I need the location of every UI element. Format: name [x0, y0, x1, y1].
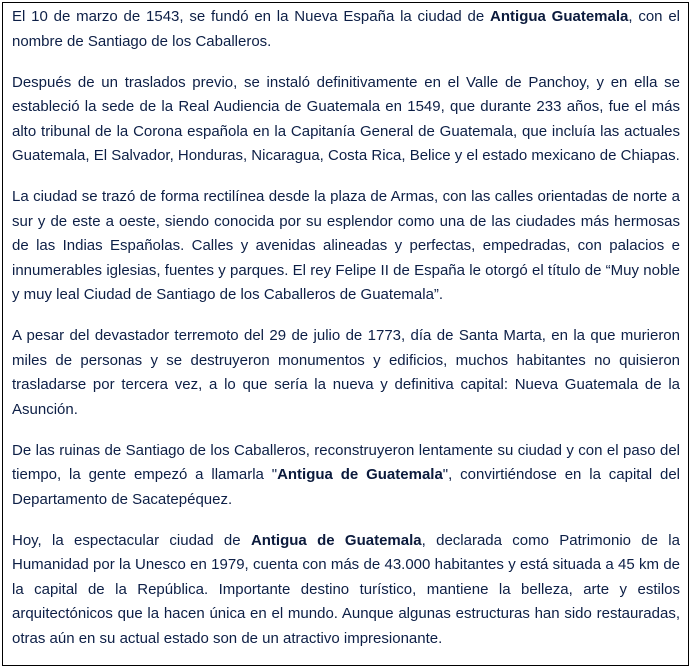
paragraph-founding — [12, 5, 680, 54]
text-run: El 10 de marzo de 1543, se fundó en la Nueva España la ciudad de — [12, 8, 491, 25]
text-run: ", convirtiéndose en la capital del Departamento de Sacatepéquez. — [12, 466, 680, 508]
paragraph-earthquake — [12, 324, 680, 422]
text-run: Después de un traslados previo, se instaló definitivamente en el Valle de Panchoy, y en ella se estableció la sede de la Real Audiencia de Guatemala en 1549, que durante 233 años, fue el más alto tribunal de la Corona española en la Capitanía General de Guatemala, que incluía las actuales Guatemala, El Salvador, Honduras, Nicaragua, Costa Rica, Belice y el estado mexicano de Chiapas. — [12, 73, 680, 164]
document-text-box — [2, 2, 689, 666]
text-run: La ciudad se trazó de forma rectilínea desde la plaza de Armas, con las calles orientadas de norte a sur y de este a oeste, siendo conocida por su esplendor como una de las ciudades más hermosas de las Indias Españolas. Calles y avenidas alineadas y perfectas, empedradas, con palacios e innumerables iglesias, fuentes y parques. El rey Felipe II de España le otorgó el título de “Muy noble y muy leal Ciudad de Santiago de los Caballeros de Guatemala”. — [12, 188, 680, 303]
paragraph-real-audiencia — [12, 71, 680, 169]
text-run: , declarada como Patrimonio de la Humanidad por la Unesco en 1979, cuenta con más de 43.000 habitantes y está situada a 45 km de la capital de la República. Importante destino turístico, mantiene la belleza, arte y estilos arquitectónicos que la hacen única en el mundo. Aunque algunas estructuras han sido restauradas, otras aún en su actual estado son de un atractivo impresionante. — [12, 531, 680, 647]
text-run: De las ruinas de Santiago de los Caballeros, reconstruyeron lentamente su ciudad y con el paso del tiempo, la gente empezó a llamarla " — [12, 441, 680, 483]
city-name-bold: Antigua de Guatemala — [277, 466, 443, 483]
text-run: Hoy, la espectacular ciudad de — [12, 531, 251, 549]
text-run: , con el nombre de Santiago de los Caballeros. — [12, 8, 680, 50]
paragraph-today — [12, 529, 680, 652]
city-name-bold: Antigua Guatemala — [490, 8, 629, 25]
text-run: A pesar del devastador terremoto del 29 de julio de 1773, día de Santa Marta, en la que murieron miles de personas y se destruyeron monumentos y edificios, muchos habitantes no quisieron trasladarse por tercera vez, a lo que sería la nueva y definitiva capital: Nueva Guatemala de la Asunción. — [12, 327, 680, 418]
paragraph-reconstruction — [12, 439, 680, 513]
paragraph-city-layout — [12, 185, 680, 308]
city-name-bold: Antigua de Guatemala — [250, 531, 422, 549]
